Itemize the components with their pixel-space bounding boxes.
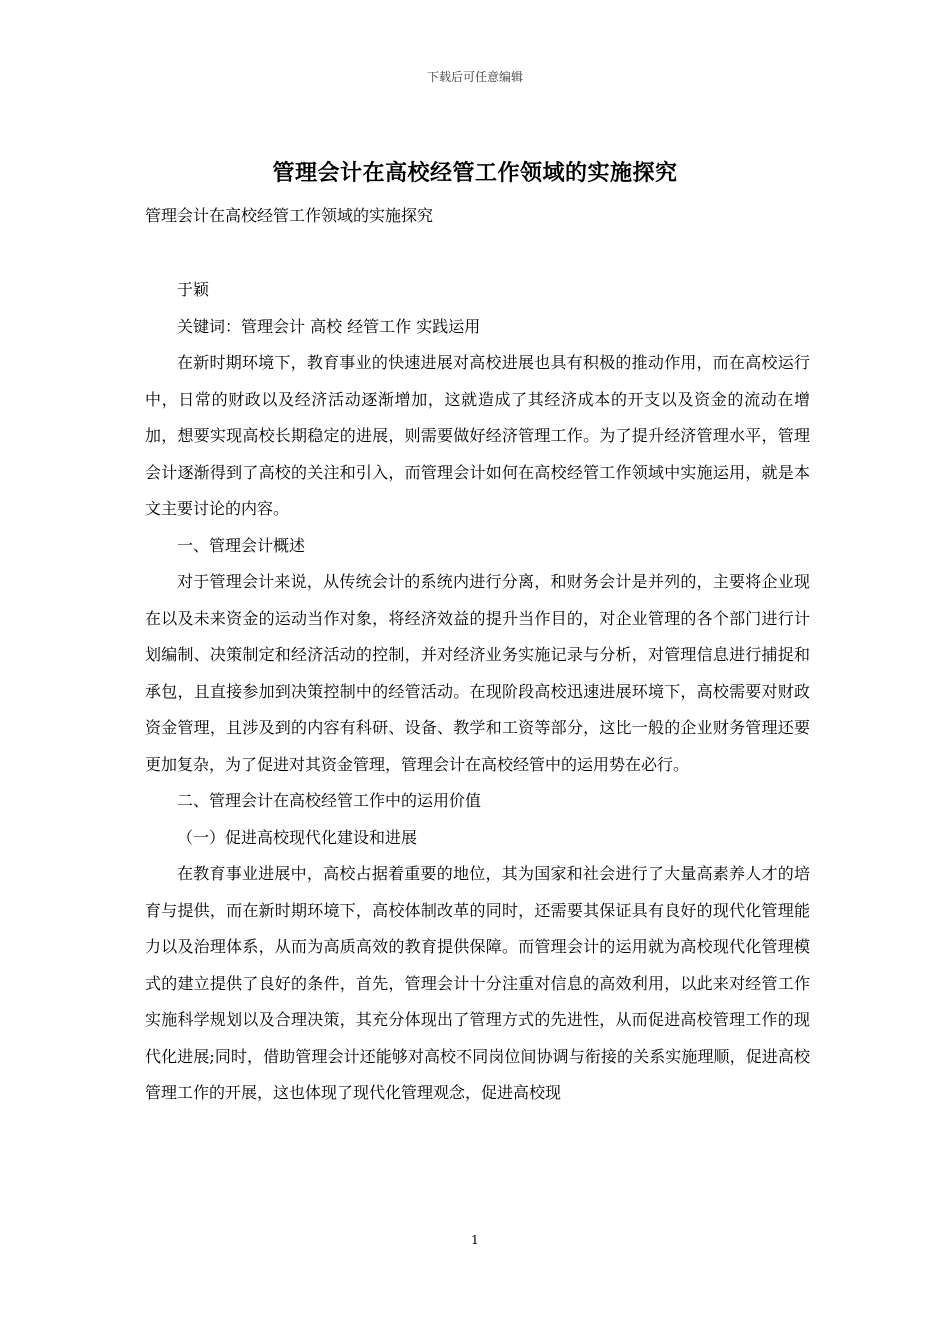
document-title: 管理会计在高校经管工作领域的实施探究 [272,160,678,186]
download-note: 下载后可任意编辑 [426,70,523,84]
page-number: 1 [471,1233,479,1247]
section-2-subheading-1: （一）促进高校现代化建设和进展 [177,827,418,847]
author-line: 于颖 [177,280,210,299]
keywords-line: 关键词：管理会计 高校 经管工作 实践运用 [177,316,481,336]
section-1-paragraph: 对于管理会计来说，从传统会计的系统内进行分离，和财务会计是并列的，主要将企业现在以及未来资金的运动当作对象，将经济效益的提升当作目的，对企业管理的各个部门进行计划编制、决策制定和经济活动的控制，并对经济业务实施记录与分析，对管理信息进行捕捉和承包，且直接参加到决策控制中的经管活动。在现阶段高校迅速进展环境下，高校需要对财政资金管理，且涉及到的内容有科研、设备、教学和工资等部分，这比一般的企业财务管理还要更加复杂，为了促进对其资金管理，管理会计在高校经管中的运用势在必行。 [145,572,810,774]
section-2-heading: 二、管理会计在高校经管工作中的运用价值 [177,791,482,810]
document-body [145,272,810,1112]
document-subtitle: 管理会计在高校经管工作领域的实施探究 [145,206,434,225]
section-2-sub-1-paragraph: 在教育事业进展中，高校占据着重要的地位，其为国家和社会进行了大量高素养人才的培育与提供，而在新时期环境下，高校体制改革的同时，还需要其保证具有良好的现代化管理能力以及治理体系，从而为高质高效的教育提供保障。而管理会计的运用就为高校现代化管理模式的建立提供了良好的条件，首先，管理会计十分注重对信息的高效利用，以此来对经管工作实施科学规划以及合理决策，其充分体现出了管理方式的先进性，从而促进高校管理工作的现代化进展;同时，借助管理会计还能够对高校不同岗位间协调与衔接的关系实施理顺，促进高校管理工作的开展，这也体现了现代化管理观念，促进高校现 [145,864,810,1102]
intro-paragraph: 在新时期环境下，教育事业的快速进展对高校进展也具有积极的推动作用，而在高校运行中，日常的财政以及经济活动逐渐增加，这就造成了其经济成本的开支以及资金的流动在增加，想要实现高校长期稳定的进展，则需要做好经济管理工作。为了提升经济管理水平，管理会计逐渐得到了高校的关注和引入，而管理会计如何在高校经管工作领域中实施运用，就是本文主要讨论的内容。 [145,353,810,518]
section-1-heading: 一、管理会计概述 [177,535,306,555]
